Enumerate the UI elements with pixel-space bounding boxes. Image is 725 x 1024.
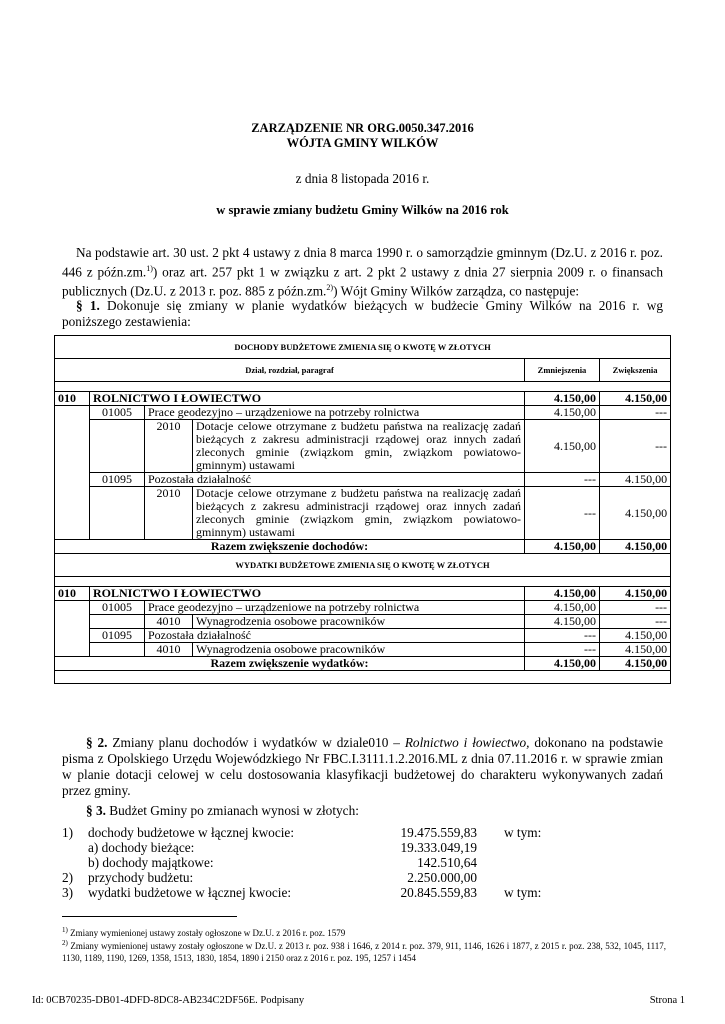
section-2-label: § 2. bbox=[86, 735, 108, 750]
chapter-name: Pozostała działalność bbox=[145, 629, 525, 643]
footnote-separator bbox=[62, 916, 237, 917]
dept-decrease: 4.150,00 bbox=[525, 587, 600, 601]
item-label: wydatki budżetowe w łącznej kwocie: bbox=[88, 885, 292, 900]
intro-text-a: Na podstawie art. 30 ust. 2 pkt 4 ustawy z dnia 8 marca 1990 r. o samorządzie gminnym (Dz.U. z 2016 r. poz. 446 z późn.zm. bbox=[62, 245, 663, 280]
dept-name: ROLNICTWO I ŁOWIECTWO bbox=[90, 587, 525, 601]
item-number: 1) bbox=[62, 825, 74, 840]
chapter-name: Prace geodezyjno – urządzeniowe na potrzeby rolnictwa bbox=[145, 406, 525, 420]
table-row bbox=[55, 473, 671, 487]
item-number: 2) bbox=[62, 870, 74, 885]
col-increase: Zwiększenia bbox=[600, 359, 671, 382]
document-title-line1: ZARZĄDZENIE NR ORG.0050.347.2016 bbox=[251, 121, 474, 135]
section-2 bbox=[62, 735, 663, 799]
chapter-increase: 4.150,00 bbox=[600, 629, 671, 643]
chapter-name: Pozostała działalność bbox=[145, 473, 525, 487]
footnote-ref-2: 2) bbox=[326, 283, 334, 293]
dept-name: ROLNICTWO I ŁOWIECTWO bbox=[90, 392, 525, 406]
dept-increase: 4.150,00 bbox=[600, 392, 671, 406]
section-2-text-a: Zmiany planu dochodów i wydatków w dziale010 – bbox=[112, 735, 400, 750]
document-title-line2: WÓJTA GMINY WILKÓW bbox=[286, 136, 439, 150]
expense-total-decrease: 4.150,00 bbox=[525, 657, 600, 671]
footnote-2-mark: 2) bbox=[62, 939, 68, 947]
item-value: 19.475.559,83 bbox=[400, 825, 477, 840]
expense-section-header: WYDATKI BUDŻETOWE ZMIENIA SIĘ O KWOTĘ W ZŁOTYCH bbox=[55, 554, 671, 577]
table-row bbox=[55, 615, 671, 629]
expense-total-increase: 4.150,00 bbox=[600, 657, 671, 671]
paragraph-name: Wynagrodzenia osobowe pracowników bbox=[193, 615, 525, 629]
section-3-text: Budżet Gminy po zmianach wynosi w złotych: bbox=[109, 803, 359, 818]
footnote-2-text: Zmiany wymienionej ustawy zostały ogłoszone w Dz.U. z 2013 r. poz. 938 i 1646, z 2014 r. poz. 379, 911, 1146, 1626 i 1877, z 2015 r. poz. 238, 532, 1045, 1117, 1130, 1189, 1190, 1269, 1358, 1513, 1830, 1854, 1890 i 2150 oraz z 2016 r. poz. 195, 1257 i 1454 bbox=[62, 941, 667, 963]
table-row bbox=[55, 487, 671, 540]
chapter-increase: 4.150,00 bbox=[600, 473, 671, 487]
item-number: 3) bbox=[62, 885, 74, 900]
paragraph-decrease: 4.150,00 bbox=[525, 615, 600, 629]
paragraph-increase: 4.150,00 bbox=[600, 643, 671, 657]
income-total-increase: 4.150,00 bbox=[600, 540, 671, 554]
footnote-1-mark: 1) bbox=[62, 926, 68, 934]
intro-text-c: ) Wójt Gminy Wilków zarządza, co następuje: bbox=[333, 283, 580, 299]
chapter-code: 01095 bbox=[90, 473, 145, 487]
table-row bbox=[55, 392, 671, 406]
paragraph-name: Wynagrodzenia osobowe pracowników bbox=[193, 643, 525, 657]
income-total-label: Razem zwiększenie dochodów: bbox=[55, 540, 525, 554]
page-number: Strona 1 bbox=[649, 995, 685, 1006]
item-label: b) dochody majątkowe: bbox=[88, 855, 214, 870]
item-value: 19.333.049,19 bbox=[400, 840, 477, 855]
item-label: przychody budżetu: bbox=[88, 870, 194, 885]
expense-total-label: Razem zwiększenie wydatków: bbox=[55, 657, 525, 671]
chapter-decrease: 4.150,00 bbox=[525, 406, 600, 420]
chapter-increase: --- bbox=[600, 406, 671, 420]
budget-summary-list bbox=[62, 825, 582, 900]
paragraph-increase: 4.150,00 bbox=[600, 487, 671, 540]
list-item bbox=[62, 855, 582, 870]
intro-text-b: ) oraz art. 257 pkt 1 w związku z art. 2 pkt 2 ustawy z dnia 27 sierpnia 2009 r. o finansach publicznych (Dz.U. z 2013 r. poz. 885 z późn.zm. bbox=[62, 264, 663, 299]
paragraph-decrease: --- bbox=[525, 487, 600, 540]
chapter-code: 01005 bbox=[90, 406, 145, 420]
chapter-increase: --- bbox=[600, 601, 671, 615]
table-row bbox=[55, 643, 671, 657]
income-section-header: DOCHODY BUDŻETOWE ZMIENIA SIĘ O KWOTĘ W ZŁOTYCH bbox=[55, 336, 671, 359]
item-value: 20.845.559,83 bbox=[400, 885, 477, 900]
section-1-text: Dokonuje się zmiany w planie wydatków bieżących w budżecie Gminy Wilków na 2016 r. wg poniższego zestawienia: bbox=[62, 298, 664, 329]
paragraph-code: 2010 bbox=[145, 420, 193, 473]
paragraph-decrease: 4.150,00 bbox=[525, 420, 600, 473]
footnote-2 bbox=[62, 937, 666, 964]
footnote-ref-1: 1) bbox=[146, 264, 153, 273]
chapter-name: Prace geodezyjno – urządzeniowe na potrzeby rolnictwa bbox=[145, 601, 525, 615]
chapter-decrease: --- bbox=[525, 473, 600, 487]
income-total-row bbox=[55, 540, 671, 554]
list-item bbox=[62, 840, 582, 855]
paragraph-code: 2010 bbox=[145, 487, 193, 540]
section-2-text-b: dokonano na podstawie pisma z Opolskiego Urzędu Wojewódzkiego Nr FBC.I.3111.1.2.2016.ML z dnia 07.11.2016 r. w sprawie zmian w planie dotacji celowej w celu dostosowania klasyfikacji budżetowej do charakteru wykonywanych zadań przez gminy. bbox=[62, 735, 664, 798]
paragraph-name: Dotacje celowe otrzymane z budżetu państwa na realizację zadań bieżących z zakresu administracji rządowej oraz innych zadań zleconych gminie (związkom gmin, związkom powiatowo-gminnym) ustawami bbox=[193, 487, 525, 540]
intro-paragraph bbox=[62, 245, 663, 300]
section-1 bbox=[62, 298, 663, 330]
paragraph-code: 4010 bbox=[145, 615, 193, 629]
item-note: w tym: bbox=[504, 885, 542, 900]
paragraph-name: Dotacje celowe otrzymane z budżetu państwa na realizację zadań bieżących z zakresu administracji rządowej oraz innych zadań zleconych gminie (związkom gmin, związkom powiatowo-gminnym) ustawami bbox=[193, 420, 525, 473]
chapter-decrease: 4.150,00 bbox=[525, 601, 600, 615]
chapter-code: 01005 bbox=[90, 601, 145, 615]
document-subject: w sprawie zmiany budżetu Gminy Wilków na 2016 rok bbox=[216, 203, 509, 217]
paragraph-code: 4010 bbox=[145, 643, 193, 657]
chapter-decrease: --- bbox=[525, 629, 600, 643]
dept-code: 010 bbox=[55, 587, 90, 601]
table-row bbox=[55, 629, 671, 643]
paragraph-decrease: --- bbox=[525, 643, 600, 657]
income-total-decrease: 4.150,00 bbox=[525, 540, 600, 554]
section-3 bbox=[86, 803, 663, 819]
list-item bbox=[62, 870, 582, 885]
paragraph-increase: --- bbox=[600, 615, 671, 629]
table-row bbox=[55, 406, 671, 420]
dept-increase: 4.150,00 bbox=[600, 587, 671, 601]
paragraph-increase: --- bbox=[600, 420, 671, 473]
section-1-label: § 1. bbox=[76, 298, 100, 313]
expense-total-row bbox=[55, 657, 671, 671]
item-value: 2.250.000,00 bbox=[407, 870, 477, 885]
section-3-label: § 3. bbox=[86, 803, 106, 818]
item-label: dochody budżetowe w łącznej kwocie: bbox=[88, 825, 295, 840]
footnote-1-text: Zmiany wymienionej ustawy zostały ogłoszone w Dz.U. z 2016 r. poz. 1579 bbox=[70, 928, 346, 938]
budget-table bbox=[54, 335, 671, 684]
dept-code: 010 bbox=[55, 392, 90, 406]
list-item bbox=[62, 885, 582, 900]
table-row bbox=[55, 601, 671, 615]
table-row bbox=[55, 587, 671, 601]
col-decrease: Zmniejszenia bbox=[525, 359, 600, 382]
document-date: z dnia 8 listopada 2016 r. bbox=[295, 171, 430, 186]
chapter-code: 01095 bbox=[90, 629, 145, 643]
col-classification: Dział, rozdział, paragraf bbox=[55, 359, 525, 382]
table-row bbox=[55, 420, 671, 473]
list-item bbox=[62, 825, 582, 840]
item-note: w tym: bbox=[504, 825, 542, 840]
dept-decrease: 4.150,00 bbox=[525, 392, 600, 406]
item-label: a) dochody bieżące: bbox=[88, 840, 195, 855]
item-value: 142.510,64 bbox=[417, 855, 477, 870]
section-2-italic: Rolnictwo i łowiectwo, bbox=[404, 735, 530, 750]
document-id: Id: 0CB70235-DB01-4DFD-8DC8-AB234C2DF56E. Podpisany bbox=[32, 995, 305, 1006]
